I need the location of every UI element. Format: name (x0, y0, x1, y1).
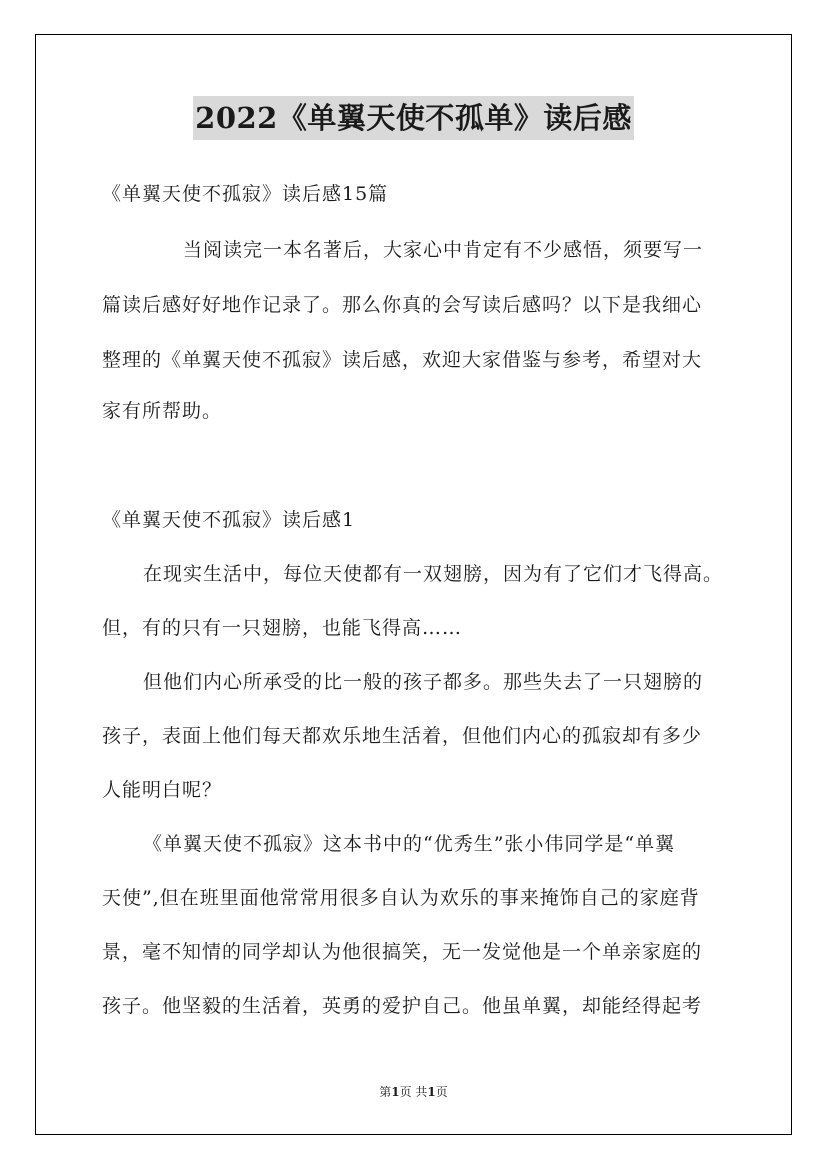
footer-suffix: 页 (435, 1085, 448, 1099)
body-line-3: 但他们内心所承受的比一般的孩子都多。那些失去了一只翅膀的 (143, 671, 704, 693)
body-line-2: 但，有的只有一只翅膀，也能飞得高…… (102, 617, 463, 639)
body-line-1: 在现实生活中，每位天使都有一双翅膀，因为有了它们才飞得高。 (143, 563, 724, 585)
footer-prefix: 第 (379, 1085, 392, 1099)
title-container (0, 96, 827, 140)
body-line-6: 《单翼天使不孤寂》这本书中的“优秀生”张小伟同学是“单翼 (143, 833, 676, 855)
intro-line-4: 家有所帮助。 (102, 400, 223, 422)
body-line-7: 天使”,但在班里面他常常用很多自认为欢乐的事来掩饰自己的家庭背 (102, 887, 700, 909)
body-line-5: 人能明白呢？ (102, 779, 223, 801)
body-line-9: 孩子。他坚毅的生活着，英勇的爱护自己。他虽单翼，却能经得起考 (102, 995, 703, 1017)
subtitle: 《单翼天使不孤寂》读后感15篇 (102, 183, 389, 205)
intro-line-1: 当阅读完一本名著后，大家心中肯定有不少感悟，须要写一 (183, 239, 704, 261)
intro-line-2: 篇读后感好好地作记录了。那么你真的会写读后感吗？以下是我细心 (102, 294, 703, 316)
document-title: 2022《单翼天使不孤单》读后感 (193, 96, 634, 140)
page-footer (0, 1083, 827, 1101)
footer-page-number: 1 (391, 1085, 400, 1099)
section-heading: 《单翼天使不孤寂》读后感1 (102, 509, 356, 531)
body-line-4: 孩子，表面上他们每天都欢乐地生活着，但他们内心的孤寂却有多少 (102, 725, 703, 747)
intro-line-3: 整理的《单翼天使不孤寂》读后感，欢迎大家借鉴与参考，希望对大 (102, 349, 703, 371)
body-line-8: 景，毫不知情的同学却认为他很搞笑，无一发觉他是一个单亲家庭的 (102, 941, 703, 963)
footer-mid: 页 共 (399, 1085, 428, 1099)
footer-page-total: 1 (427, 1085, 436, 1099)
